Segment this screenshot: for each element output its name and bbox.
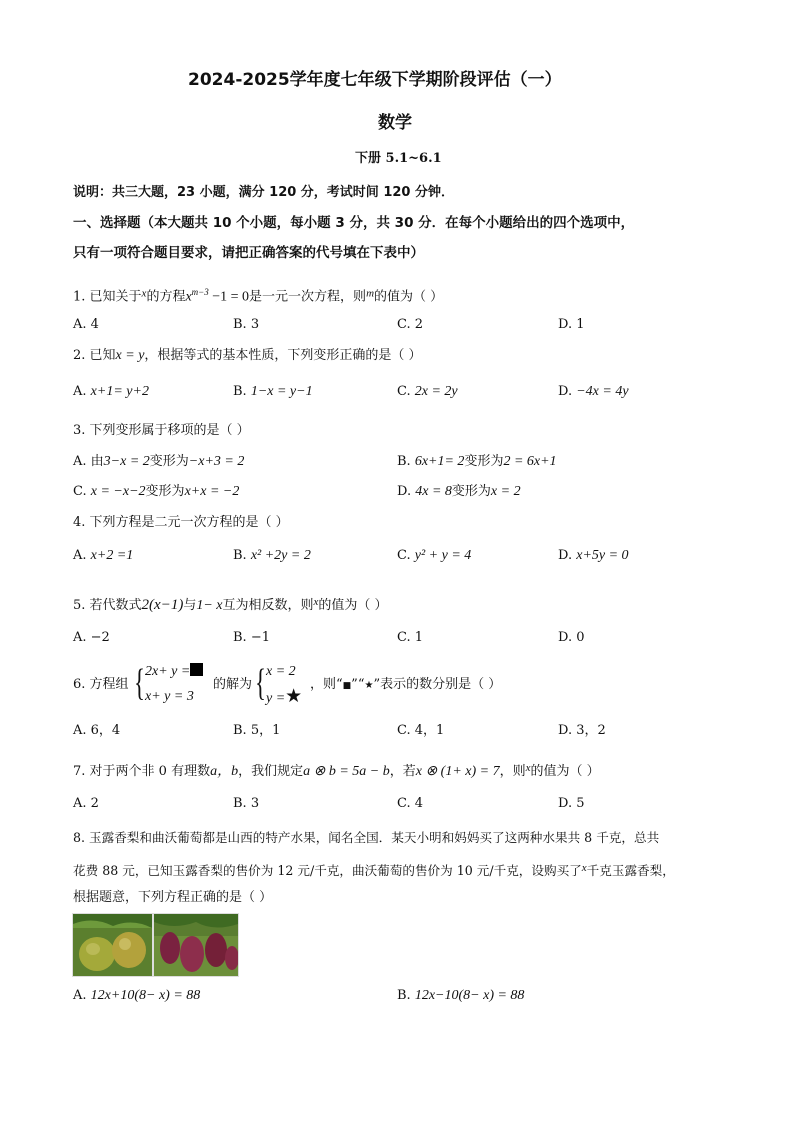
question-7-stem: 7. 对于两个非 0 有理数a，b，我们规定a ⊗ b = 5a − b，若x ⊗ (1+ x) = 7，则$^x$的值为（ ） <box>73 762 600 779</box>
question-5-stem: 5. 若代数式2(x−1)与1− x互为相反数，则$^x$的值为（ ） <box>73 596 388 613</box>
question-7-option-c[interactable]: C. 4 <box>397 796 424 811</box>
question-4-option-a[interactable]: A. x+2 =1 <box>73 548 134 563</box>
question-8-line-3: 根据题意，下列方程正确的是（ ） <box>73 890 273 905</box>
system-2-row-1: x = 2 <box>266 664 296 679</box>
question-8-line-1: 8. 玉露香梨和曲沃葡萄都是山西的特产水果，闻名全国．某天小明和妈妈买了这两种水果共 8 千克，总共 <box>73 830 660 845</box>
question-6-label: 6. 方程组 <box>73 677 129 692</box>
question-6-option-d[interactable]: D. 3，2 <box>558 723 606 738</box>
black-square-icon <box>190 663 203 676</box>
question-2-option-d[interactable]: D. −4x = 4y <box>558 384 629 399</box>
system-1-brace: { <box>134 662 145 704</box>
question-1-option-a[interactable]: A. 4 <box>73 317 99 332</box>
question-3-option-b[interactable]: B. 6x+1= 2变形为2 = 6x+1 <box>397 454 557 469</box>
question-7-option-d[interactable]: D. 5 <box>558 796 585 811</box>
question-3-option-a[interactable]: A. 由3−x = 2变形为−x+3 = 2 <box>73 454 245 469</box>
question-3-option-c[interactable]: C. x = −x−2变形为x+x = −2 <box>73 484 240 499</box>
question-2-stem: 2. 已知x = y，根据等式的基本性质，下列变形正确的是（ ） <box>73 348 422 363</box>
exam-title: 2024-2025学年度七年级下学期阶段评估（一） <box>188 70 562 90</box>
question-8-option-a[interactable]: A. 12x+10(8− x) = 88 <box>73 988 201 1003</box>
question-7-option-b[interactable]: B. 3 <box>233 796 260 811</box>
section-heading-line1: 一、选择题（本大题共 10 个小题，每小题 3 分，共 30 分．在每个小题给出的四个选项中， <box>73 215 635 231</box>
question-4-option-d[interactable]: D. x+5y = 0 <box>558 548 629 563</box>
exam-note: 说明：共三大题，23 小题，满分 120 分，考试时间 120 分钟． <box>73 185 454 200</box>
question-6-solution-label: 的解为 <box>213 677 253 692</box>
question-5-option-a[interactable]: A. −2 <box>73 630 110 645</box>
question-8-option-b[interactable]: B. 12x−10(8− x) = 88 <box>397 988 525 1003</box>
question-6-option-b[interactable]: B. 5，1 <box>233 723 281 738</box>
subject-title: 数学 <box>378 113 412 133</box>
question-1-stem: 1. 已知关于$^x$的方程$x^{m-3} -1 = 0$是一元一次方程，则$^m$的值为（ ） <box>73 287 444 305</box>
question-6-option-c[interactable]: C. 4，1 <box>397 723 445 738</box>
question-4-option-b[interactable]: B. x² +2y = 2 <box>233 548 311 563</box>
question-4-option-c[interactable]: C. y² + y = 4 <box>397 548 472 563</box>
grape-image <box>154 914 238 976</box>
question-6-option-a[interactable]: A. 6，4 <box>73 723 121 738</box>
system-1-row-1: 2x+ y = <box>145 663 203 681</box>
question-1-option-d[interactable]: D. 1 <box>558 317 585 332</box>
question-7-option-a[interactable]: A. 2 <box>73 796 99 811</box>
system-2-brace: { <box>255 662 266 704</box>
question-2-option-a[interactable]: A. x+1= y+2 <box>73 384 149 399</box>
question-6-stem-tail: ，则“■”“★”表示的数分别是（ ） <box>310 677 502 692</box>
question-3-option-d[interactable]: D. 4x = 8变形为x = 2 <box>397 484 521 499</box>
system-1-row-2: x+ y = 3 <box>145 689 194 704</box>
pear-photo <box>72 913 153 977</box>
grape-photo <box>153 913 239 977</box>
question-2-option-b[interactable]: B. 1−x = y−1 <box>233 384 313 399</box>
question-4-stem: 4. 下列方程是二元一次方程的是（ ） <box>73 515 289 530</box>
star-icon: ★ <box>285 686 303 707</box>
pear-image <box>73 914 152 976</box>
question-5-option-c[interactable]: C. 1 <box>397 630 424 645</box>
section-heading-line2: 只有一项符合题目要求，请把正确答案的代号填在下表中） <box>73 245 424 261</box>
system-2-row-2: y =★ <box>266 686 303 707</box>
question-5-option-b[interactable]: B. −1 <box>233 630 270 645</box>
question-1-option-b[interactable]: B. 3 <box>233 317 260 332</box>
question-3-stem: 3. 下列变形属于移项的是（ ） <box>73 423 250 438</box>
question-8-line-2: 花费 88 元，已知玉露香梨的售价为 12 元/千克，曲沃葡萄的售价为 10 元/千克，设购买了x千克玉露香梨， <box>73 862 675 878</box>
question-1-option-c[interactable]: C. 2 <box>397 317 424 332</box>
question-2-option-c[interactable]: C. 2x = 2y <box>397 384 458 399</box>
book-range: 下册 5.1~6.1 <box>355 151 442 166</box>
question-5-option-d[interactable]: D. 0 <box>558 630 585 645</box>
